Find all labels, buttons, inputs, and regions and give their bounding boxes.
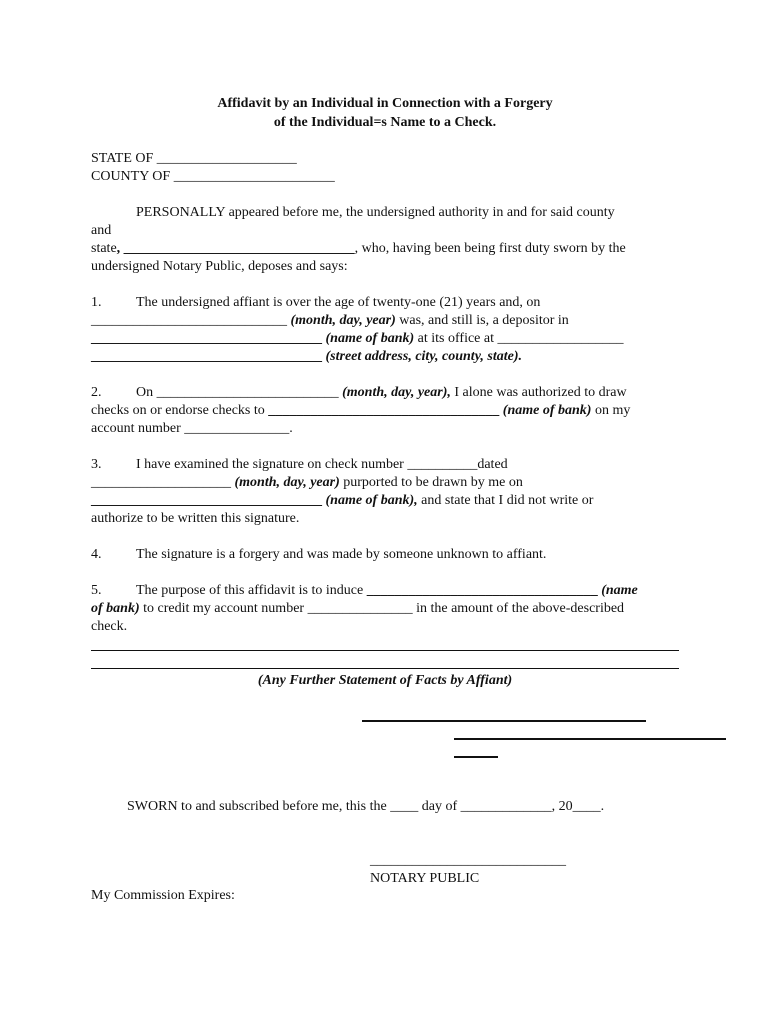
- p2-bank-blank: _________________________________: [268, 403, 500, 418]
- title-line-1: Affidavit by an Individual in Connection with a Forgery: [217, 96, 553, 111]
- p3-date-hint: (month, day, year): [234, 475, 340, 490]
- p5-line-2: [91, 600, 691, 618]
- p2-text-1b: I alone was authorized to draw: [454, 385, 627, 400]
- further-statement-caption: (Any Further Statement of Facts by Affiant): [257, 673, 513, 688]
- intro-state: state: [91, 241, 117, 256]
- p5-number: 5.: [91, 583, 102, 598]
- commission-expires: My Commission Expires:: [91, 888, 235, 903]
- p5-bank-blank: _________________________________: [366, 583, 598, 598]
- p3-bank-blank: _________________________________: [91, 493, 322, 508]
- county-of-line: COUNTY OF _______________________: [91, 169, 335, 184]
- p2-date-hint: (month, day, year),: [342, 385, 451, 400]
- p1-date-hint: (month, day, year): [290, 313, 396, 328]
- intro-text-1: PERSONALLY appeared before me, the undersigned authority in and for said county: [136, 205, 615, 220]
- title-line-2: of the Individual=s Name to a Check.: [273, 115, 497, 130]
- p1-address-hint: (street address, city, county, state).: [325, 349, 522, 364]
- p2-text-1: On __________________________: [136, 385, 339, 400]
- further-statement-line-2: [91, 668, 679, 669]
- p4-text-1: The signature is a forgery and was made by someone unknown to affiant.: [136, 547, 547, 562]
- p2-line-2: [91, 402, 691, 420]
- p2-text-2b: on my: [594, 403, 631, 418]
- p1-bank-blank: _________________________________: [91, 331, 322, 346]
- affiant-signature-line: [362, 720, 646, 722]
- p1-address-blank: _________________________________: [91, 349, 322, 364]
- p3-line-1: [91, 456, 691, 474]
- intro-line-2: and: [91, 223, 112, 238]
- further-statement-line-1: [91, 650, 679, 651]
- p2-line-3: account number _______________.: [91, 421, 293, 436]
- p1-line-1: [91, 294, 691, 312]
- p3-line-4: authorize to be written this signature.: [91, 511, 300, 526]
- p1-text-1: The undersigned affiant is over the age of twenty-one (21) years and, on: [136, 295, 541, 310]
- notary-public-label: NOTARY PUBLIC: [370, 871, 480, 886]
- p3-bank-hint: (name of bank),: [325, 493, 418, 508]
- state-of-line: STATE OF ____________________: [91, 151, 297, 166]
- p1-line-3: [91, 330, 691, 348]
- intro-text-3: , who, having been being first duty sworn by the: [354, 241, 626, 256]
- p5-bank-hint-a: (name: [601, 583, 638, 598]
- p1-text-2: was, and still is, a depositor in: [399, 313, 569, 328]
- p3-date-blank: ____________________: [91, 475, 231, 490]
- p5-text-2: to credit my account number _______________ in the amount of the above-described: [143, 601, 625, 616]
- p3-text-1: I have examined the signature on check number __________dated: [136, 457, 508, 472]
- p3-line-2: [91, 474, 691, 492]
- document-title: [91, 94, 679, 132]
- p3-number: 3.: [91, 457, 102, 472]
- notary-signature-line: ____________________________: [370, 853, 566, 868]
- p2-number: 2.: [91, 385, 102, 400]
- p1-line-2: [91, 312, 691, 330]
- intro-line-1: [91, 204, 691, 222]
- p5-bank-hint-b: of bank): [91, 601, 140, 616]
- p1-bank-hint: (name of bank): [325, 331, 415, 346]
- p1-number: 1.: [91, 295, 102, 310]
- p1-line-4: [91, 348, 691, 366]
- p4-number: 4.: [91, 547, 102, 562]
- p5-line-1: [91, 582, 691, 600]
- p4-line-1: [91, 546, 691, 564]
- p3-text-3: and state that I did not write or: [421, 493, 594, 508]
- intro-line-4: undersigned Notary Public, deposes and says:: [91, 259, 348, 274]
- p5-line-3: check.: [91, 619, 128, 634]
- intro-line-3: [91, 240, 691, 258]
- p1-date-blank: ____________________________: [91, 313, 287, 328]
- p2-text-2: checks on or endorse checks to: [91, 403, 265, 418]
- affidavit-document: [91, 94, 691, 636]
- p2-line-1: [91, 384, 691, 402]
- affiant-name-line: [454, 738, 726, 740]
- p5-text-1: The purpose of this affidavit is to induce: [136, 583, 364, 598]
- p2-bank-hint: (name of bank): [502, 403, 592, 418]
- p1-text-3: at its office at __________________: [417, 331, 624, 346]
- p3-text-2: purported to be drawn by me on: [343, 475, 523, 490]
- p3-line-3: [91, 492, 691, 510]
- sworn-statement: SWORN to and subscribed before me, this the ____ day of _____________, 20____.: [127, 799, 605, 814]
- affiant-name-line-cont: [454, 756, 498, 758]
- intro-state-blank: , _________________________________: [116, 241, 355, 256]
